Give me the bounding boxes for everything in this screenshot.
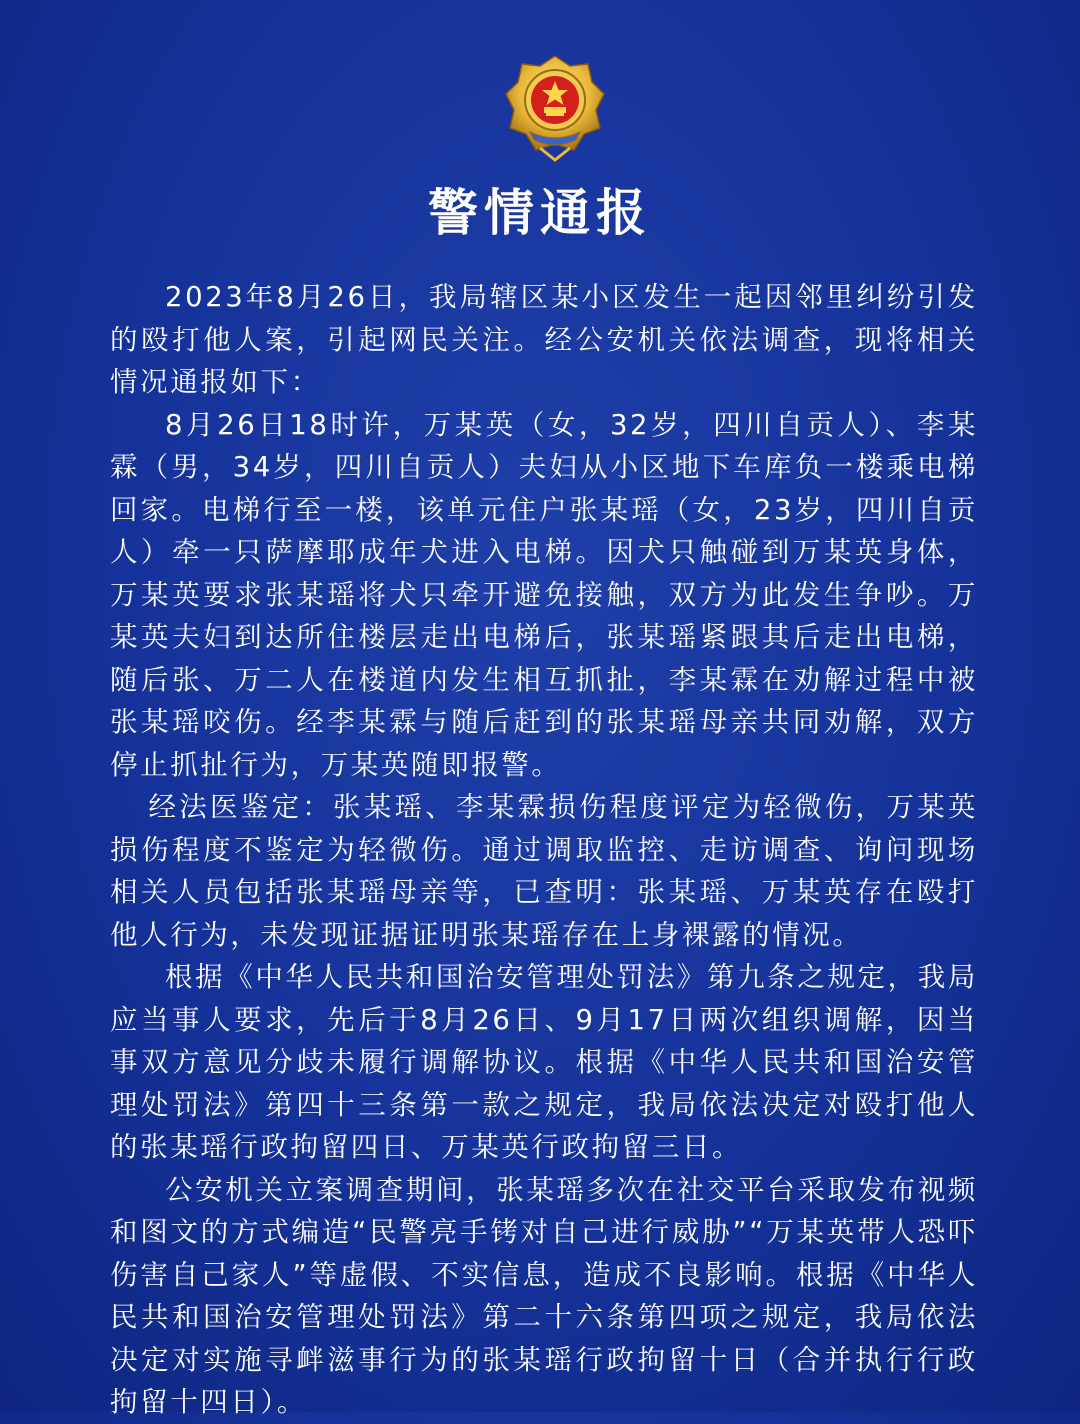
notice-body xyxy=(110,276,978,1424)
notice-title: 警情通报 xyxy=(428,183,652,242)
paragraph-mediation: 根据《中华人民共和国治安管理处罚法》第九条之规定，我局应当事人要求，先后于8月26日、9月17日两次组织调解，因当事双方意见分歧未履行调解协议。根据《中华人民共和国治安管理处罚法》第四十三条第一款之规定，我局依法决定对殴打他人的张某瑶行政拘留四日、万某英行政拘留三日。 xyxy=(110,961,978,1163)
police-emblem-icon xyxy=(500,52,610,164)
paragraph-penalty: 公安机关立案调查期间，张某瑶多次在社交平台采取发布视频和图文的方式编造“民警亮手铐对自己进行威胁”“万某英带人恐吓伤害自己家人”等虚假、不实信息，造成不良影响。根据《中华人民共和国治安管理处罚法》第二十六条第四项之规定，我局依法决定对实施寻衅滋事行为的张某瑶行政拘留十日（合并执行行政拘留十四日）。 xyxy=(110,1173,978,1418)
paragraph-intro: 2023年8月26日，我局辖区某小区发生一起因邻里纠纷引发的殴打他人案，引起网民关注。经公安机关依法调查，现将相关情况通报如下： xyxy=(110,281,978,398)
paragraph-forensic: 经法医鉴定：张某瑶、李某霖损伤程度评定为轻微伤，万某英损伤程度不鉴定为轻微伤。通过调取监控、走访调查、询问现场相关人员包括张某瑶母亲等，已查明：张某瑶、万某英存在殴打他人行为，未发现证据证明张某瑶存在上身裸露的情况。 xyxy=(110,791,978,951)
paragraph-incident: 8月26日18时许，万某英（女，32岁，四川自贡人）、李某霖（男，34岁，四川自贡人）夫妇从小区地下车库负一楼乘电梯回家。电梯行至一楼，该单元住户张某瑶（女，23岁，四川自贡人）牵一只萨摩耶成年犬进入电梯。因犬只触碰到万某英身体，万某英要求张某瑶将犬只牵开避免接触，双方为此发生争吵。万某英夫妇到达所住楼层走出电梯后，张某瑶紧跟其后走出电梯，随后张、万二人在楼道内发生相互抓扯，李某霖在劝解过程中被张某瑶咬伤。经李某霖与随后赶到的张某瑶母亲共同劝解，双方停止抓扯行为，万某英随即报警。 xyxy=(110,408,978,781)
